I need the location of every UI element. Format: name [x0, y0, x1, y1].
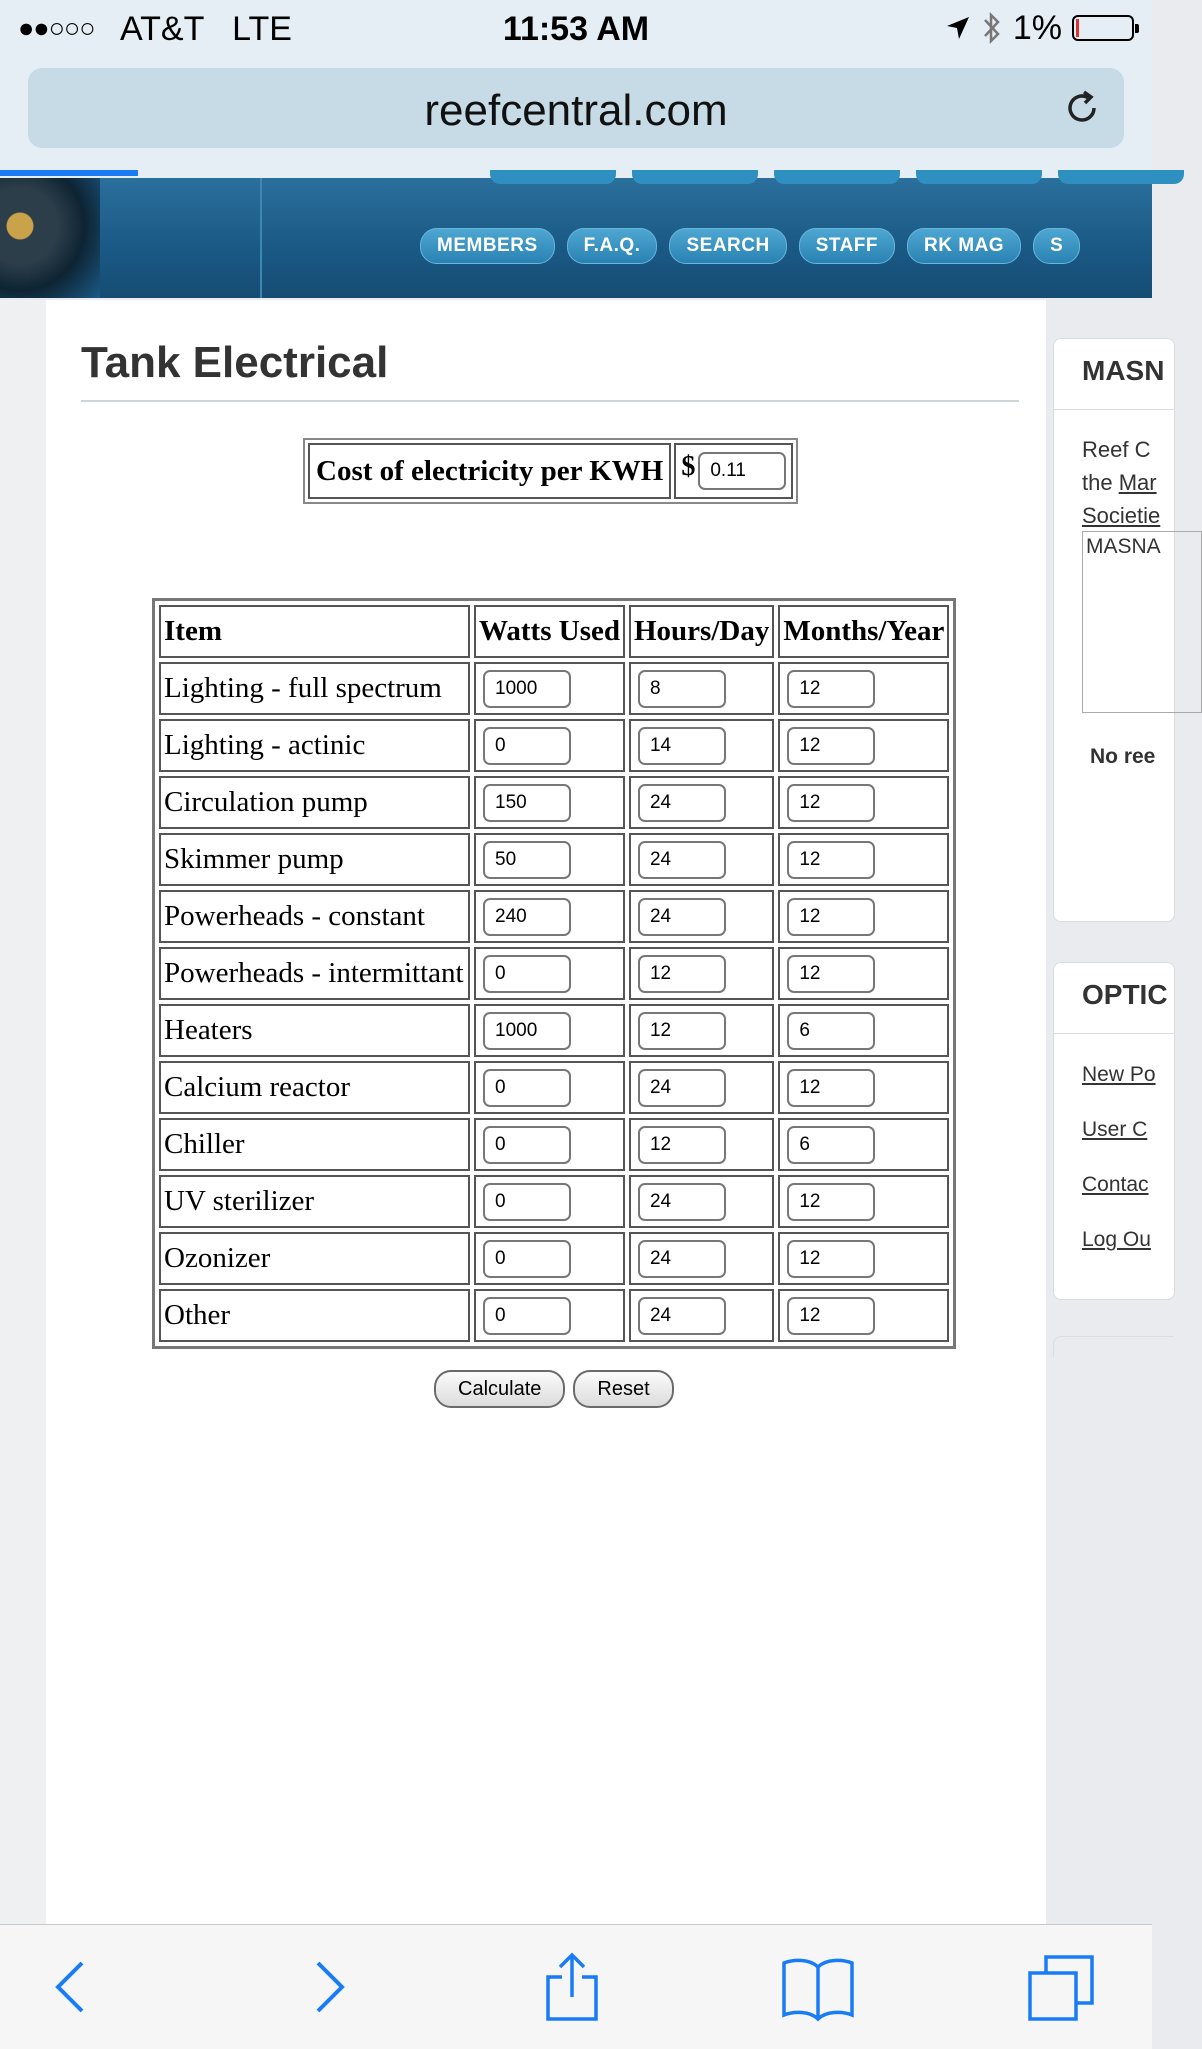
nav-more[interactable]: S [1033, 228, 1080, 264]
watts-input[interactable] [483, 727, 571, 765]
sidebar-textarea[interactable]: MASNA [1082, 531, 1202, 713]
cost-per-kwh-row [303, 438, 798, 504]
sidebar-link-new-post[interactable]: New Po [1082, 1063, 1156, 1086]
item-label: Circulation pump [159, 776, 470, 829]
table-row [159, 1289, 949, 1342]
months-cell [778, 719, 949, 772]
months-cell [778, 1289, 949, 1342]
header-item: Item [159, 605, 470, 658]
cost-label: Cost of electricity per KWH [308, 443, 671, 499]
months-input[interactable] [787, 784, 875, 822]
hours-cell [629, 662, 774, 715]
watts-input[interactable] [483, 784, 571, 822]
clock: 11:53 AM [502, 10, 650, 48]
hours-cell [629, 1004, 774, 1057]
hours-cell [629, 776, 774, 829]
hours-cell [629, 1232, 774, 1285]
item-label: Other [159, 1289, 470, 1342]
url-text[interactable]: reefcentral.com [424, 86, 728, 135]
nav-rk-mag[interactable]: RK MAG [907, 228, 1021, 264]
item-label: UV sterilizer [159, 1175, 470, 1228]
months-input[interactable] [787, 841, 875, 879]
share-icon[interactable] [536, 1951, 608, 2023]
hours-input[interactable] [638, 670, 726, 708]
months-cell [778, 1061, 949, 1114]
site-nav [420, 228, 1080, 264]
header-decoration [490, 170, 1184, 184]
item-label: Calcium reactor [159, 1061, 470, 1114]
table-body [159, 662, 949, 1342]
nav-search[interactable]: SEARCH [669, 228, 786, 264]
calculate-button[interactable]: Calculate [434, 1370, 565, 1408]
sidebar-panel-options [1053, 962, 1175, 1300]
item-label: Skimmer pump [159, 833, 470, 886]
sidebar-text-line [1082, 503, 1160, 529]
watts-cell [474, 1289, 625, 1342]
cost-per-kwh-input[interactable] [698, 452, 786, 490]
form-buttons [434, 1370, 674, 1408]
item-label: Heaters [159, 1004, 470, 1057]
location-arrow-icon [945, 15, 971, 41]
sidebar-link-contact[interactable]: Contac [1082, 1173, 1149, 1196]
chevron-left-icon[interactable] [36, 1951, 108, 2023]
months-input[interactable] [787, 1240, 875, 1278]
reload-icon[interactable] [1060, 86, 1104, 130]
hours-cell [629, 1175, 774, 1228]
item-label: Powerheads - intermittant [159, 947, 470, 1000]
months-input[interactable] [787, 898, 875, 936]
months-cell [778, 776, 949, 829]
browser-toolbar [0, 1924, 1152, 2049]
watts-cell [474, 947, 625, 1000]
hours-input[interactable] [638, 955, 726, 993]
months-cell [778, 1118, 949, 1171]
site-header [0, 178, 1152, 298]
item-label: Chiller [159, 1118, 470, 1171]
watts-cell [474, 833, 625, 886]
watts-input[interactable] [483, 841, 571, 879]
table-row [159, 833, 949, 886]
hours-cell [629, 1061, 774, 1114]
site-logo[interactable] [0, 178, 100, 298]
table-row [159, 890, 949, 943]
watts-input[interactable] [483, 955, 571, 993]
sidebar-text-line [1082, 470, 1157, 496]
watts-cell [474, 1118, 625, 1171]
sidebar-panel-next [1053, 1336, 1174, 1357]
hours-input[interactable] [638, 1240, 726, 1278]
watts-cell [474, 890, 625, 943]
bluetooth-icon [981, 11, 1003, 45]
item-label: Lighting - full spectrum [159, 662, 470, 715]
watts-cell [474, 1232, 625, 1285]
watts-cell [474, 1175, 625, 1228]
sidebar-note: No ree [1090, 745, 1156, 768]
currency-symbol: $ [681, 451, 696, 482]
hours-cell [629, 719, 774, 772]
months-cell [778, 662, 949, 715]
hours-input[interactable] [638, 1297, 726, 1335]
title-divider [81, 400, 1019, 402]
item-label: Powerheads - constant [159, 890, 470, 943]
watts-cell [474, 776, 625, 829]
table-row [159, 947, 949, 1000]
hours-cell [629, 1289, 774, 1342]
watts-input[interactable] [483, 1126, 571, 1164]
months-input[interactable] [787, 670, 875, 708]
table-row [159, 776, 949, 829]
table-row [159, 662, 949, 715]
watts-input[interactable] [483, 670, 571, 708]
hours-cell [629, 890, 774, 943]
table-row [159, 1118, 949, 1171]
watts-cell [474, 719, 625, 772]
watts-cell [474, 1061, 625, 1114]
hours-cell [629, 1118, 774, 1171]
hours-cell [629, 947, 774, 1000]
sidebar-text-prefix: the [1082, 470, 1119, 495]
months-cell [778, 1175, 949, 1228]
table-row [159, 719, 949, 772]
table-row [159, 1061, 949, 1114]
carrier-label: AT&T LTE [120, 10, 292, 48]
months-input[interactable] [787, 1012, 875, 1050]
reset-button[interactable]: Reset [573, 1370, 673, 1408]
months-cell [778, 1004, 949, 1057]
months-input[interactable] [787, 1069, 875, 1107]
months-input[interactable] [787, 727, 875, 765]
months-cell [778, 833, 949, 886]
months-cell [778, 947, 949, 1000]
sidebar-link-user-cp[interactable]: User C [1082, 1118, 1148, 1141]
status-bar [0, 0, 1152, 58]
tabs-icon[interactable] [1026, 1951, 1098, 2023]
watts-input[interactable] [483, 1012, 571, 1050]
sidebar-panel-masna [1053, 338, 1175, 922]
watts-input[interactable] [483, 1183, 571, 1221]
watts-input[interactable] [483, 1240, 571, 1278]
header-hours: Hours/Day [629, 605, 774, 658]
main-content [46, 300, 1046, 1924]
table-row [159, 1175, 949, 1228]
table-header-row [159, 605, 949, 658]
months-input[interactable] [787, 1297, 875, 1335]
item-label: Lighting - actinic [159, 719, 470, 772]
hours-input[interactable] [638, 727, 726, 765]
sidebar-panel-title: OPTIC [1082, 979, 1168, 1010]
hours-input[interactable] [638, 898, 726, 936]
table-row [159, 1004, 949, 1057]
status-right [945, 8, 1134, 48]
watts-input[interactable] [483, 898, 571, 936]
page-load-progress [0, 170, 138, 176]
watts-input[interactable] [483, 1069, 571, 1107]
nav-members[interactable]: MEMBERS [420, 228, 555, 264]
months-input[interactable] [787, 955, 875, 993]
address-bar[interactable] [28, 68, 1124, 148]
battery-icon [1072, 15, 1134, 41]
months-cell [778, 890, 949, 943]
panel-divider [1054, 409, 1174, 410]
browser-chrome [0, 58, 1152, 178]
watts-input[interactable] [483, 1297, 571, 1335]
table-row [159, 1232, 949, 1285]
watts-cell [474, 662, 625, 715]
sidebar-panel-title: MASN [1082, 355, 1165, 386]
cost-value-cell [674, 443, 793, 499]
page-title: Tank Electrical [81, 338, 389, 387]
months-input[interactable] [787, 1183, 875, 1221]
signal-strength: ●●○○○ [18, 13, 95, 43]
months-input[interactable] [787, 1126, 875, 1164]
battery-percent: 1% [1012, 8, 1062, 47]
sidebar-text-line: Reef C [1082, 437, 1151, 462]
hours-cell [629, 833, 774, 886]
sidebar-link[interactable]: Societie [1082, 503, 1161, 528]
header-watts: Watts Used [474, 605, 625, 658]
hours-input[interactable] [638, 784, 726, 822]
book-icon[interactable] [782, 1951, 854, 2023]
hours-input[interactable] [638, 1183, 726, 1221]
sidebar-link[interactable]: Mar [1118, 470, 1157, 495]
battery-level-fill [1076, 19, 1079, 37]
hours-input[interactable] [638, 1126, 726, 1164]
hours-input[interactable] [638, 1069, 726, 1107]
hours-input[interactable] [638, 841, 726, 879]
header-months: Months/Year [778, 605, 949, 658]
watts-cell [474, 1004, 625, 1057]
electrical-usage-table [152, 598, 956, 1349]
nav-staff[interactable]: STAFF [799, 228, 895, 264]
months-cell [778, 1232, 949, 1285]
sidebar-link-log-out[interactable]: Log Ou [1082, 1228, 1151, 1251]
hours-input[interactable] [638, 1012, 726, 1050]
panel-divider [1054, 1033, 1174, 1034]
item-label: Ozonizer [159, 1232, 470, 1285]
nav-faq[interactable]: F.A.Q. [567, 228, 658, 264]
chevron-right-icon[interactable] [292, 1951, 364, 2023]
header-divider [260, 178, 262, 298]
left-margin [0, 300, 46, 1924]
